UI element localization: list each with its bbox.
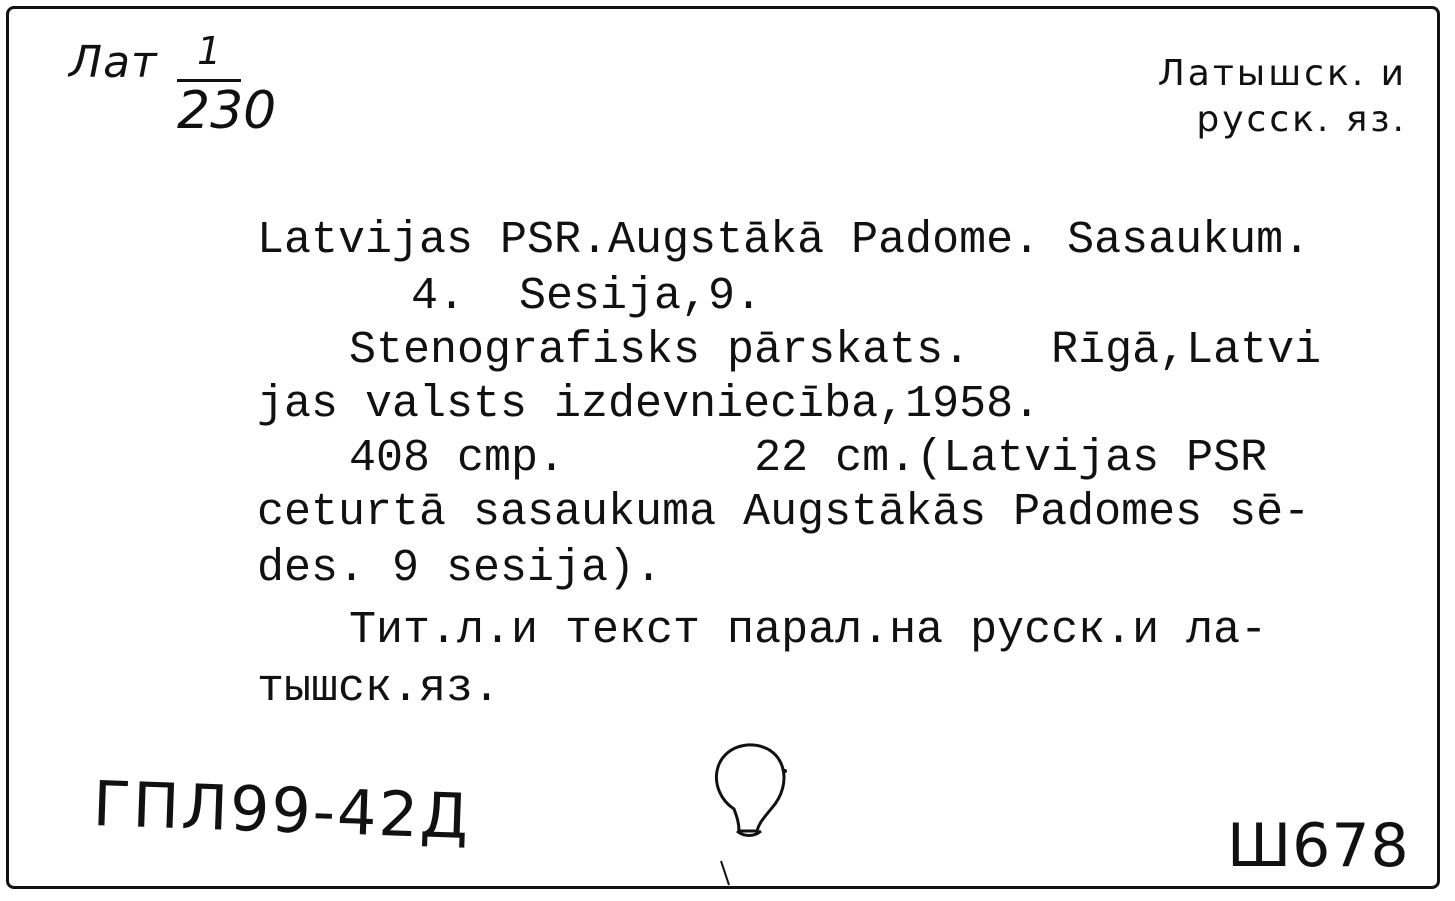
entry-line-1: Latvijas PSR.Augstākā Padome. Sasaukum. (257, 215, 1311, 266)
inventory-code-right: Ш678 (1227, 811, 1410, 881)
entry-line-6: ceturtā sasaukuma Augstākās Padomes sē- (257, 487, 1311, 538)
call-number-prefix: Лат (69, 37, 158, 88)
language-note-line-1: Латышск. и (1157, 53, 1407, 94)
library-stamp-icon (699, 731, 809, 901)
entry-line-8: Тит.л.и текст парал.на русск.и ла- (349, 605, 1268, 656)
entry-line-9: тышск.яз. (257, 663, 501, 714)
language-note-line-2: русск. яз. (1196, 99, 1407, 140)
call-number-numerator: 1 (197, 29, 222, 73)
entry-line-7: des. 9 sesija). (257, 543, 663, 594)
inventory-code-left: ГПЛ99-42Д (91, 767, 472, 854)
entry-line-2: 4. Sesija,9. (411, 271, 763, 322)
catalog-card (6, 6, 1440, 889)
entry-line-4: jas valsts izdevniecība,1958. (257, 379, 1041, 430)
call-number-denominator: 230 (177, 81, 277, 141)
language-note (1158, 51, 1407, 143)
entry-line-5: 408 cmp. 22 cm.(Latvijas PSR (349, 433, 1268, 484)
entry-line-3: Stenografisks pārskats. Rīgā,Latvi (349, 325, 1322, 376)
